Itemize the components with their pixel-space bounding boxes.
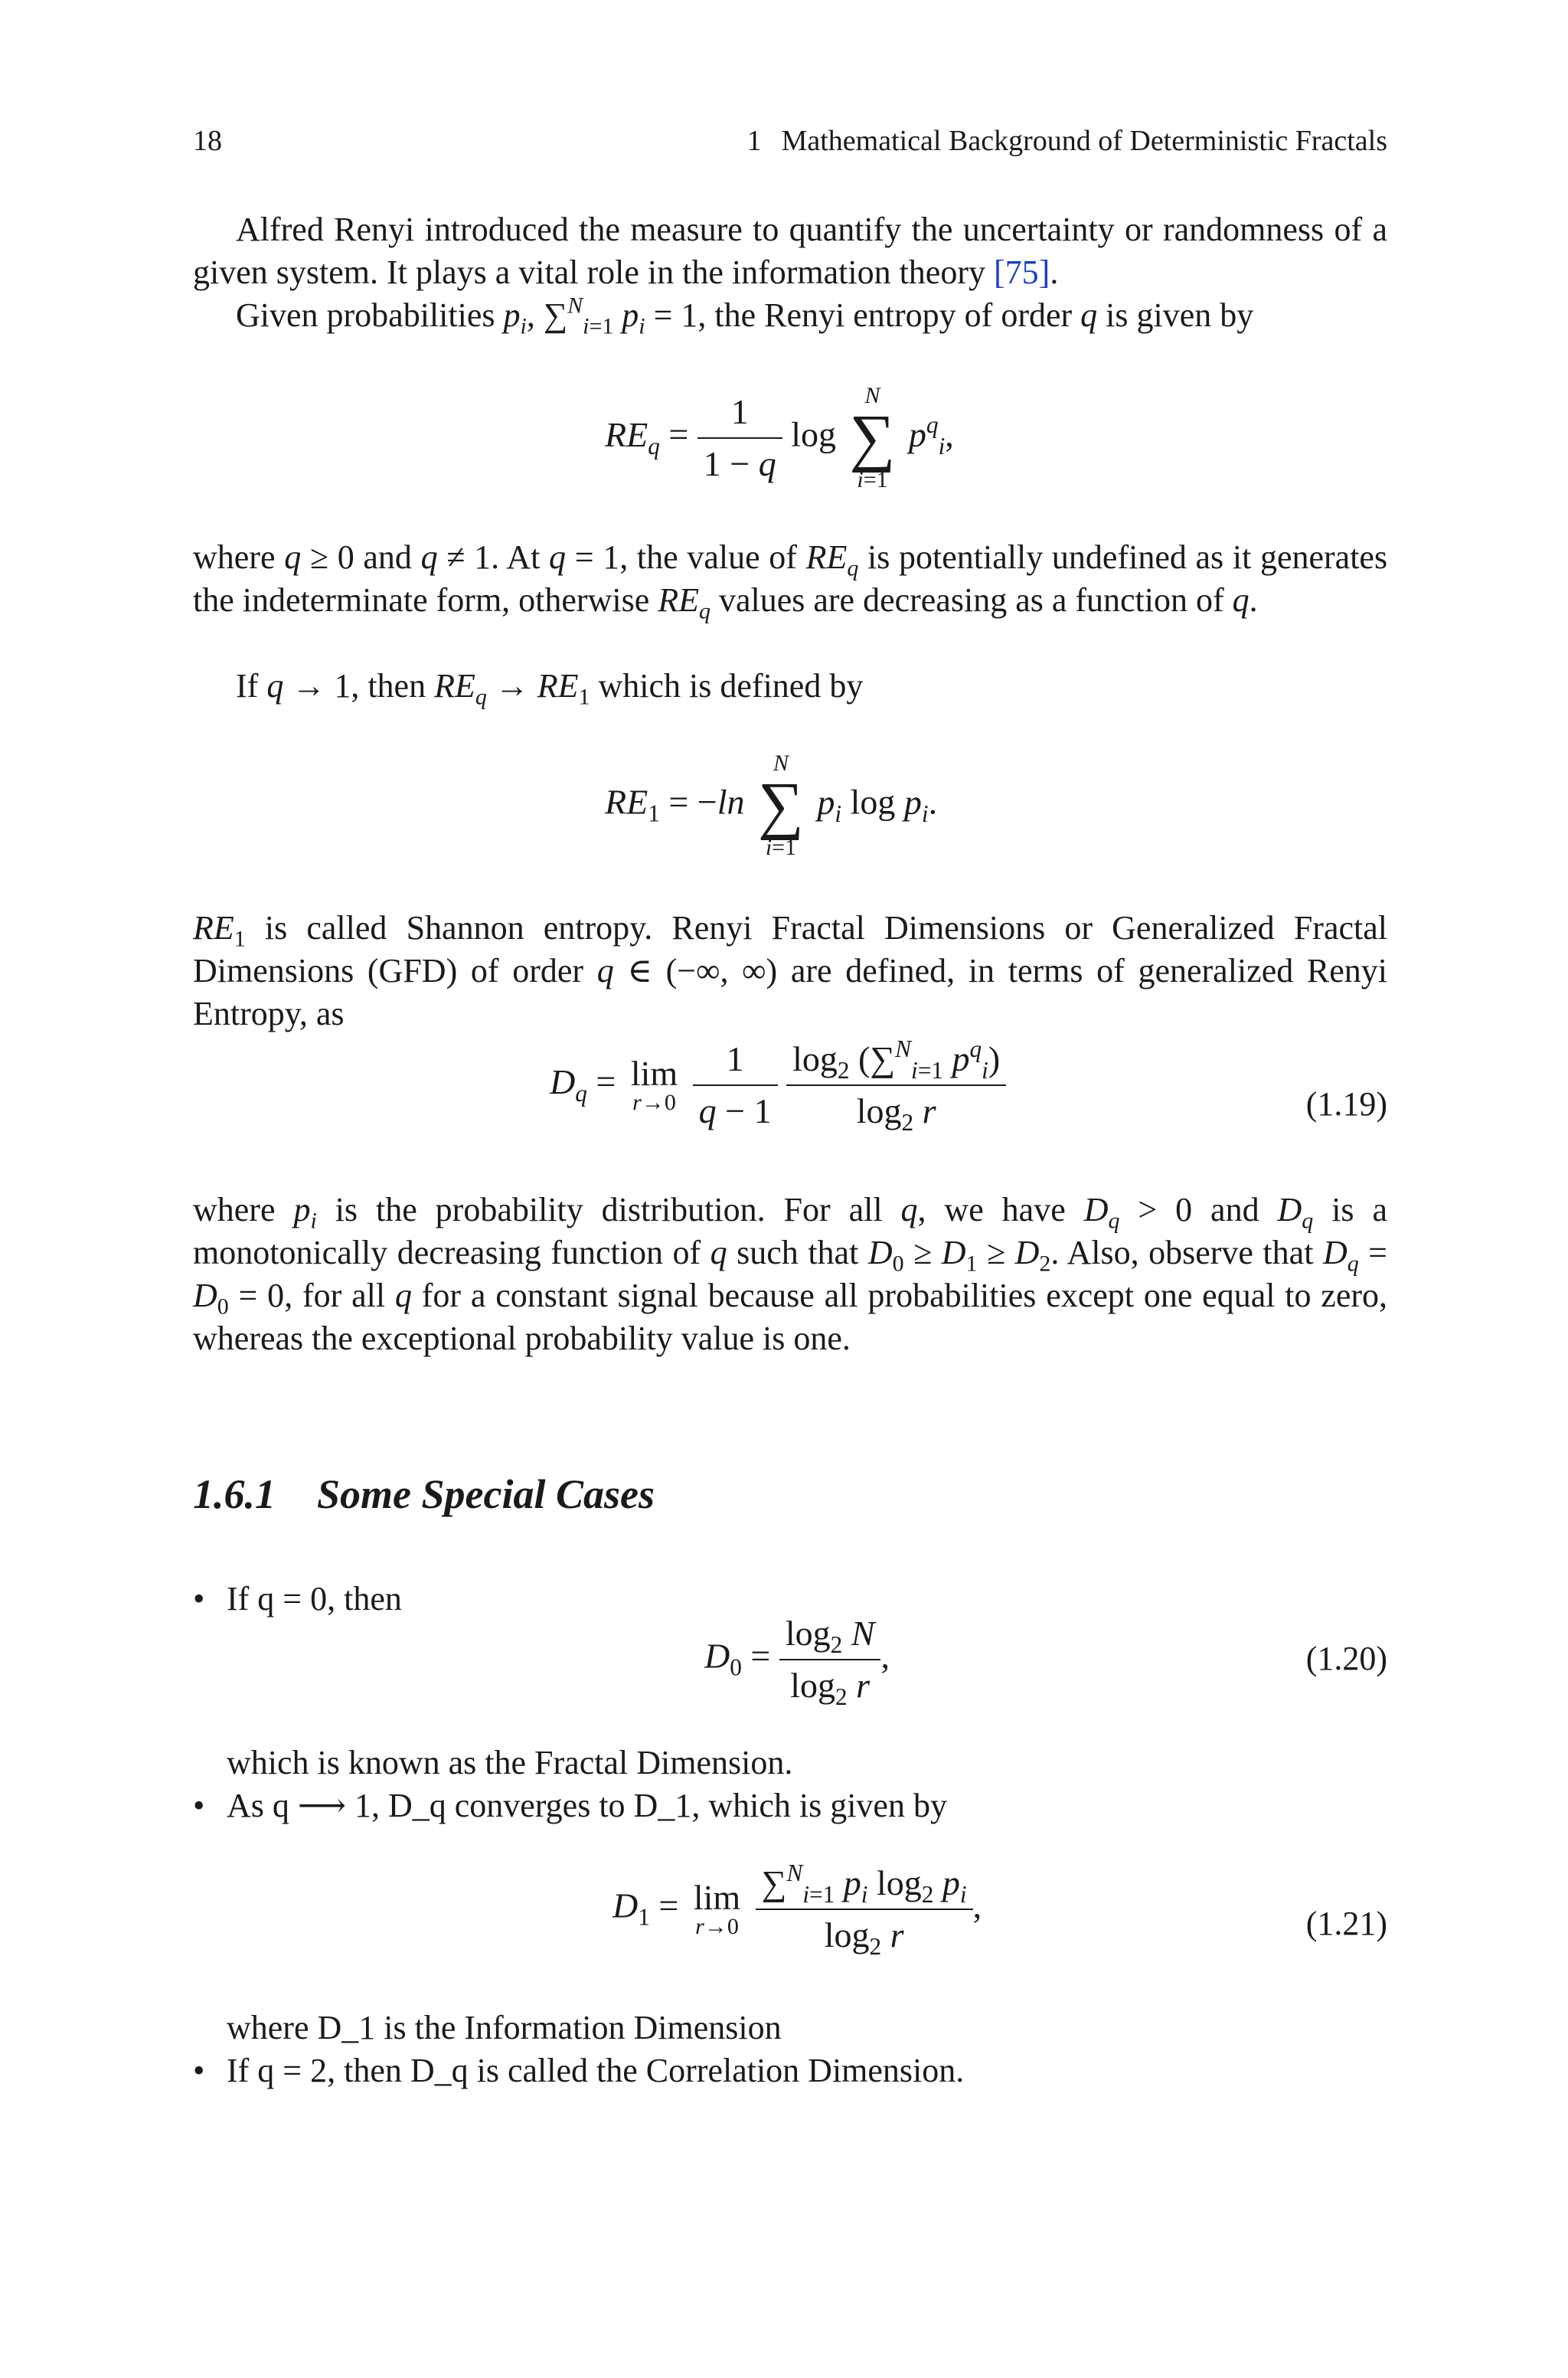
- bullet-icon: •: [193, 2052, 205, 2089]
- summation: N ∑ i=1: [849, 383, 896, 492]
- bullet-text: If q = 2, then D_q is called the Correlation Dimension.: [227, 2052, 965, 2089]
- equation-number: (1.21): [1305, 1905, 1387, 1942]
- paragraph-text: ≠ 1. At: [446, 538, 541, 576]
- bullet-continuation: which is known as the Fractal Dimension.: [227, 1744, 793, 1781]
- bullet-text: As q ⟶ 1, D_q converges to D_1, which is given by: [227, 1787, 947, 1824]
- fraction: $\frac{1}{q - 1}$: [693, 1042, 778, 1129]
- page-number: 18: [193, 125, 222, 157]
- paragraph-text: is the probability distribution. For all: [335, 1191, 883, 1228]
- paragraph-text: . Also, observe that: [1050, 1234, 1314, 1271]
- bullet-item-q-two: [193, 2049, 964, 2092]
- bullet-item-q-zero: [193, 1578, 402, 1621]
- equation-1-19: $D_q$ = lim r→0 $\frac{1}{q - 1}$ $\frac{\log_2 (\sum^N_{i=1} p^q_i)}{\log_2 r}$: [550, 1042, 1006, 1129]
- paragraph-text: = 1, the value of: [574, 538, 797, 576]
- paragraph-text: Alfred Renyi introduced the measure to quantify the uncertainty or randomness of a given system. It plays a vital role in the information theory: [193, 211, 1387, 291]
- paragraph-text: > 0 and: [1138, 1191, 1259, 1228]
- equation-shannon-entropy: $RE_1 = -\ln$ N ∑ i=1 $p_i$ $\log p_i$.: [605, 751, 938, 860]
- equation-number: (1.19): [1305, 1085, 1387, 1123]
- chapter-header: [747, 124, 1387, 158]
- fraction: $\frac{1}{1 - q}$: [697, 394, 782, 482]
- paragraph-text: where: [193, 538, 276, 576]
- paragraph-text: = 1, the Renyi entropy of order: [653, 296, 1073, 334]
- citation-link[interactable]: [75]: [994, 254, 1050, 291]
- paragraph-text: where: [193, 1191, 276, 1228]
- paragraph-text: → 1, then: [292, 667, 426, 705]
- paragraph-text: ≥ 0 and: [309, 538, 412, 576]
- paragraph-limit: If q → 1, then $RE_q \to RE_1$ which is defined by: [236, 667, 864, 710]
- paragraph-text: Given probabilities: [236, 296, 495, 334]
- paragraph-text: , for all: [284, 1277, 386, 1314]
- equation-number: (1.20): [1305, 1640, 1387, 1677]
- chapter-number: 1: [746, 125, 762, 157]
- fraction: $\frac{\log_2 N}{\log_2 r}$: [779, 1616, 881, 1703]
- bullet-continuation: where D_1 is the Information Dimension: [227, 2009, 782, 2046]
- bullet-icon: •: [193, 1787, 205, 1824]
- paragraph-indeterminate: where q ≥ 0 and q ≠ 1. At q = 1, the value of $RE_q$ is potentially undefined as it generates the indeterminate form, otherwise $RE_q$ values are decreasing as a function of q.: [193, 538, 1388, 624]
- paragraph-text: is a monotonically decreasing function of: [193, 1191, 1388, 1271]
- paragraph-text: values are decreasing as a function of: [718, 581, 1224, 619]
- section-heading: [193, 1470, 655, 1518]
- equation-1-21: $D_1$ = lim r→0 $\frac{\sum^N_{i=1} p_i \log_2 p_i}{\log_2 r}$ ,: [612, 1859, 982, 1960]
- paragraph-text: for a constant signal because all probabilities except one equal to zero, whereas the exceptional probability value is one.: [193, 1277, 1388, 1357]
- equation-1-20: $D_0$ = $\frac{\log_2 N}{\log_2 r}$ ,: [704, 1614, 890, 1710]
- paragraph-renyi-intro: Alfred Renyi introduced the measure to quantify the uncertainty or randomness of a given system. It plays a vital role in the information theory [75].: [193, 211, 1387, 291]
- paragraph-gfd-definition: $RE_1$ is called Shannon entropy. Renyi Fractal Dimensions or Generalized Fractal Dimensions (GFD) of order q ∈ (−∞, ∞) are defined, in terms of generalized Renyi Entropy, as: [193, 909, 1387, 1032]
- paragraph-text: is potentially undefined as it generates the indeterminate form, otherwise: [193, 538, 1388, 619]
- paragraph-given-probabilities: Given probabilities $p_i$, ∑$^N_{i=1}$ $p_i = 1$, the Renyi entropy of order q is given by: [236, 293, 1254, 339]
- paragraph-text: which is defined by: [598, 667, 864, 705]
- fraction: $\frac{\log_2 (\sum^N_{i=1} p^q_i)}{\log_2 r}$: [786, 1042, 1006, 1129]
- bullet-text: If q = 0, then: [227, 1580, 402, 1617]
- paragraph-text: is called Shannon entropy. Renyi Fractal Dimensions or Generalized Fractal Dimensions (GFD) of order: [193, 909, 1387, 989]
- fraction: $\frac{\sum^N_{i=1} p_i \log_2 p_i}{\log_2 r}$: [756, 1866, 973, 1953]
- summation: N ∑ i=1: [758, 751, 804, 860]
- paragraph-text: is given by: [1106, 296, 1254, 334]
- bullet-item-q-one: [193, 1784, 947, 1827]
- paragraph-text: , we have: [917, 1191, 1066, 1228]
- chapter-title: Mathematical Background of Deterministic Fractals: [781, 125, 1387, 157]
- paragraph-properties: where $p_i$ is the probability distribution. For all q, we have $D_q > 0$ and $D_q$ is a monotonically decreasing function of q such that $D_0 \ge D_1 \ge D_2$. Also, observe that $D_q = D_0 = 0$, for all q for a constant signal because all probabilities except one equal to zero, whereas the exceptional probability value is one.: [193, 1191, 1388, 1357]
- section-title: Some Special Cases: [317, 1471, 655, 1517]
- bullet-icon: •: [193, 1580, 205, 1617]
- limit-operator: lim r→0: [693, 1878, 741, 1939]
- equation-renyi-entropy: $RE_q$ = $\frac{1}{1 - q}$ log N ∑ i=1 $p^q_i$,: [605, 383, 954, 492]
- paragraph-text: such that: [737, 1234, 859, 1271]
- limit-operator: lim r→0: [630, 1054, 678, 1115]
- section-number: 1.6.1: [193, 1471, 276, 1517]
- paragraph-text: ∈ (−∞, ∞) are defined, in terms of generalized Renyi Entropy, as: [193, 952, 1387, 1032]
- running-header: [193, 124, 1387, 162]
- paragraph-text: If: [236, 667, 259, 705]
